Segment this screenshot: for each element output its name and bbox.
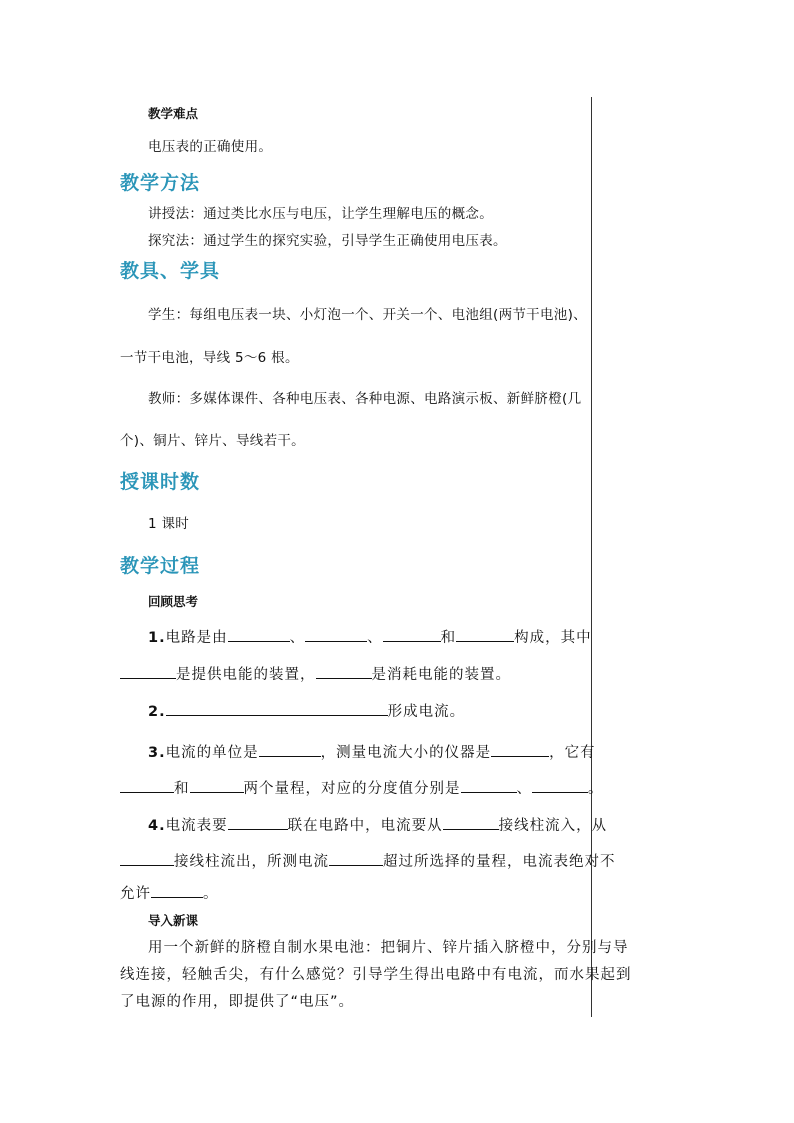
answer-blank[interactable] — [120, 852, 174, 866]
difficulty-heading: 教学难点 — [148, 106, 199, 121]
intro-line-1: 用一个新鲜的脐橙自制水果电池：把铜片、锌片插入脐橙中，分别与导 — [148, 940, 629, 956]
question-text: 电路是由 — [165, 630, 228, 646]
answer-blank[interactable] — [228, 628, 290, 642]
question-text: 接线柱流入，从 — [498, 818, 608, 834]
method-line-2: 探究法：通过学生的探究实验，引导学生正确使用电压表。 — [148, 233, 507, 249]
answer-blank[interactable] — [316, 665, 372, 679]
hours-text: 1 课时 — [148, 516, 190, 532]
answer-blank[interactable] — [228, 816, 288, 830]
question-number: 4. — [148, 818, 166, 834]
question-4-line-1 — [148, 814, 607, 835]
answer-blank[interactable] — [190, 779, 244, 793]
answer-blank[interactable] — [120, 779, 174, 793]
answer-blank[interactable] — [461, 779, 517, 793]
intro-line-3: 了电源的作用，即提供了“电压”。 — [120, 994, 355, 1010]
question-text: 是消耗电能的装置。 — [371, 667, 511, 683]
answer-blank[interactable] — [383, 628, 441, 642]
answer-blank[interactable] — [532, 779, 588, 793]
question-4-line-2 — [120, 850, 616, 871]
answer-blank[interactable] — [443, 816, 499, 830]
answer-blank[interactable] — [329, 852, 383, 866]
intro-line-2: 线连接，轻触舌尖，有什么感觉？引导学生得出电路中有电流，而水果起到 — [120, 967, 632, 983]
question-text: 、 — [516, 781, 532, 797]
question-text: 电流的单位是 — [165, 745, 259, 761]
tools-heading: 教具、学具 — [120, 260, 221, 282]
question-text: 形成电流。 — [387, 704, 466, 720]
question-text: 。 — [203, 886, 219, 902]
tools-teacher-line-2: 个)、铜片、锌片、导线若干。 — [120, 433, 305, 449]
hours-heading: 授课时数 — [120, 471, 201, 493]
answer-blank[interactable] — [166, 702, 388, 716]
question-1-line-2 — [120, 663, 511, 684]
process-heading: 教学过程 — [120, 555, 201, 577]
answer-blank[interactable] — [491, 743, 549, 757]
question-text: 、 — [367, 630, 383, 646]
question-text: 允许 — [120, 886, 151, 902]
intro-heading: 导入新课 — [148, 913, 199, 928]
question-text: 超过所选择的量程，电流表绝对不 — [383, 854, 616, 870]
question-text: 和 — [174, 781, 190, 797]
method-line-1: 讲授法：通过类比水压与电压，让学生理解电压的概念。 — [148, 206, 493, 222]
question-text: 和 — [440, 630, 457, 646]
question-2 — [148, 700, 465, 721]
answer-blank[interactable] — [259, 743, 321, 757]
question-text: 接线柱流出，所测电流 — [174, 854, 329, 870]
answer-blank[interactable] — [305, 628, 367, 642]
question-text: 构成，其中 — [514, 630, 592, 646]
answer-blank[interactable] — [120, 665, 176, 679]
question-text: ，它有 — [549, 745, 596, 761]
answer-blank[interactable] — [151, 884, 203, 898]
review-heading: 回顾思考 — [148, 594, 199, 609]
question-3-line-2 — [120, 777, 604, 798]
question-number: 2. — [148, 704, 166, 720]
question-text: 。 — [588, 781, 604, 797]
question-text: ，测量电流大小的仪器是 — [320, 745, 492, 761]
question-text: 联在电路中，电流要从 — [287, 818, 443, 834]
question-text: 、 — [289, 630, 306, 646]
table-border-line — [591, 97, 592, 1017]
question-number: 3. — [148, 745, 166, 761]
question-4-line-3 — [120, 882, 219, 903]
tools-student-line-1: 学生：每组电压表一块、小灯泡一个、开关一个、电池组(两节干电池)、 — [148, 307, 587, 323]
difficulty-text: 电压表的正确使用。 — [148, 139, 273, 155]
method-heading: 教学方法 — [120, 172, 201, 194]
tools-teacher-line-1: 教师：多媒体课件、各种电压表、各种电源、电路演示板、新鲜脐橙(几 — [148, 391, 582, 407]
question-3-line-1 — [148, 741, 596, 762]
question-1-line-1 — [148, 626, 592, 647]
question-text: 电流表要 — [165, 818, 228, 834]
question-text: 是提供电能的装置， — [176, 667, 316, 683]
tools-student-line-2: 一节干电池，导线 5～6 根。 — [120, 350, 299, 366]
question-text: 两个量程，对应的分度值分别是 — [243, 781, 461, 797]
question-number: 1. — [148, 630, 166, 646]
answer-blank[interactable] — [456, 628, 514, 642]
